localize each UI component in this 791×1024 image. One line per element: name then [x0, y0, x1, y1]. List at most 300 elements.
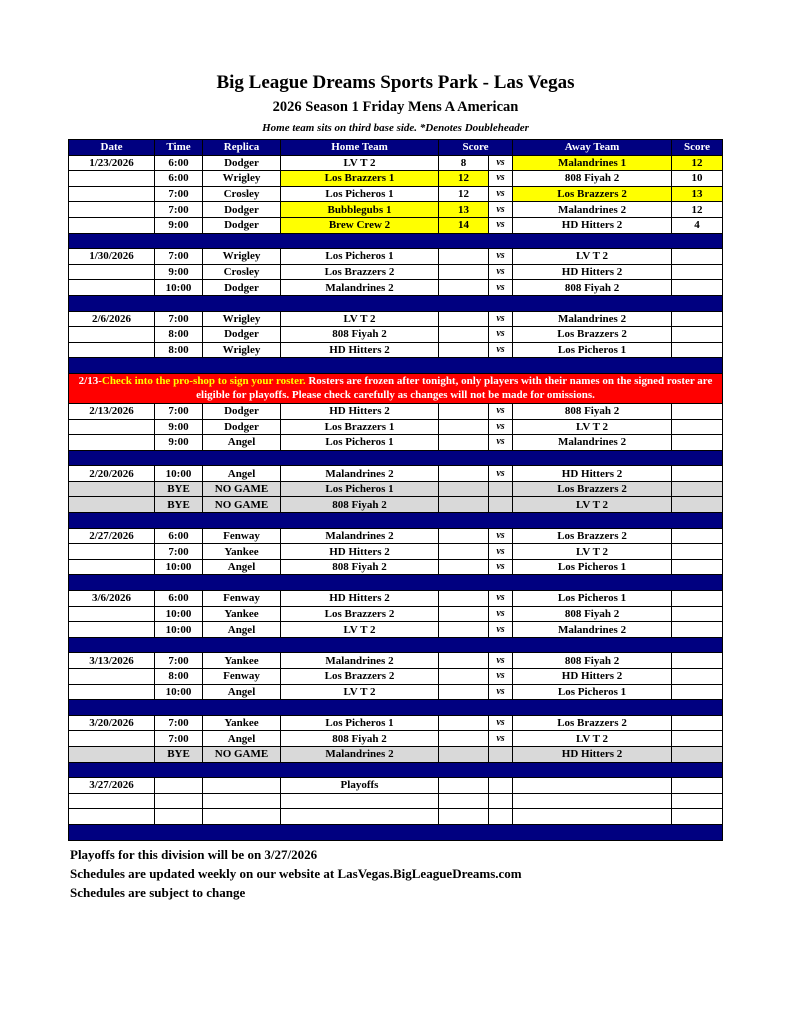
schedule-table	[68, 139, 723, 841]
away-team-cell: LV T 2	[513, 249, 672, 265]
home-team-cell: Los Brazzers 2	[281, 264, 439, 280]
footer-website: Schedules are updated weekly on our website at LasVegas.BigLeagueDreams.com	[70, 866, 522, 881]
away-score-cell	[672, 669, 723, 685]
away-team-cell	[513, 809, 672, 825]
home-score-cell: 12	[439, 186, 489, 202]
game-row	[69, 528, 723, 544]
separator-cell	[69, 450, 723, 466]
vs-cell: vs	[489, 684, 513, 700]
col-away-score: Score	[672, 140, 723, 156]
date-cell	[69, 171, 155, 187]
game-row	[69, 715, 723, 731]
home-score-cell	[439, 809, 489, 825]
home-score-cell	[439, 653, 489, 669]
vs-cell	[489, 497, 513, 513]
vs-cell: vs	[489, 342, 513, 358]
date-cell: 2/20/2026	[69, 466, 155, 482]
notice-date: 2/13-	[78, 374, 102, 387]
replica-cell: Dodger	[203, 419, 281, 435]
away-score-cell: 12	[672, 202, 723, 218]
home-team-cell: Los Picheros 1	[281, 715, 439, 731]
game-row	[69, 684, 723, 700]
col-date: Date	[69, 140, 155, 156]
separator-row	[69, 637, 723, 653]
game-row	[69, 606, 723, 622]
away-score-cell	[672, 606, 723, 622]
date-cell	[69, 280, 155, 296]
game-row	[69, 280, 723, 296]
time-cell: BYE	[155, 497, 203, 513]
date-cell	[69, 606, 155, 622]
date-cell: 2/13/2026	[69, 403, 155, 419]
page-subtitle: 2026 Season 1 Friday Mens A American	[272, 99, 519, 115]
game-row	[69, 466, 723, 482]
date-cell: 3/6/2026	[69, 591, 155, 607]
vs-cell: vs	[489, 622, 513, 638]
replica-cell: Fenway	[203, 528, 281, 544]
away-score-cell	[672, 481, 723, 497]
away-score-cell	[672, 809, 723, 825]
replica-cell: Dodger	[203, 155, 281, 171]
game-row	[69, 809, 723, 825]
vs-cell	[489, 746, 513, 762]
home-score-cell	[439, 684, 489, 700]
home-score-cell	[439, 466, 489, 482]
bye-row	[69, 481, 723, 497]
time-cell: 8:00	[155, 342, 203, 358]
time-cell: 7:00	[155, 186, 203, 202]
col-home-team: Home Team	[281, 140, 439, 156]
roster-notice-row	[69, 373, 723, 403]
vs-cell: vs	[489, 606, 513, 622]
date-cell	[69, 497, 155, 513]
separator-row	[69, 575, 723, 591]
replica-cell: NO GAME	[203, 481, 281, 497]
away-team-cell	[513, 778, 672, 794]
home-score-cell	[439, 481, 489, 497]
date-cell	[69, 731, 155, 747]
home-score-cell	[439, 280, 489, 296]
away-score-cell	[672, 653, 723, 669]
replica-cell: Yankee	[203, 653, 281, 669]
vs-cell: vs	[489, 155, 513, 171]
time-cell: 8:00	[155, 669, 203, 685]
separator-cell	[69, 295, 723, 311]
game-row	[69, 155, 723, 171]
home-team-cell: 808 Fiyah 2	[281, 559, 439, 575]
home-score-cell	[439, 793, 489, 809]
time-cell: 10:00	[155, 559, 203, 575]
time-cell: 7:00	[155, 653, 203, 669]
date-cell	[69, 809, 155, 825]
replica-cell: Yankee	[203, 606, 281, 622]
date-cell	[69, 217, 155, 233]
vs-cell: vs	[489, 403, 513, 419]
replica-cell: Dodger	[203, 217, 281, 233]
game-row	[69, 544, 723, 560]
time-cell	[155, 793, 203, 809]
replica-cell: Angel	[203, 684, 281, 700]
away-team-cell: Los Brazzers 2	[513, 528, 672, 544]
roster-notice	[69, 373, 723, 403]
vs-cell: vs	[489, 217, 513, 233]
time-cell: 10:00	[155, 622, 203, 638]
notice-highlight: Check into the pro-shop to sign your roster.	[101, 374, 306, 387]
date-cell	[69, 327, 155, 343]
replica-cell	[203, 793, 281, 809]
away-score-cell	[672, 342, 723, 358]
footer-disclaimer: Schedules are subject to change	[70, 885, 246, 900]
home-team-cell: Malandrines 2	[281, 746, 439, 762]
date-cell	[69, 544, 155, 560]
date-cell	[69, 186, 155, 202]
separator-cell	[69, 233, 723, 249]
home-team-cell: Los Picheros 1	[281, 435, 439, 451]
home-team-cell: Los Picheros 1	[281, 186, 439, 202]
replica-cell: Angel	[203, 559, 281, 575]
away-team-cell: Malandrines 2	[513, 435, 672, 451]
away-team-cell: HD Hitters 2	[513, 217, 672, 233]
away-team-cell: LV T 2	[513, 497, 672, 513]
replica-cell: Wrigley	[203, 311, 281, 327]
replica-cell: Fenway	[203, 669, 281, 685]
vs-cell: vs	[489, 419, 513, 435]
home-score-cell	[439, 715, 489, 731]
game-row	[69, 186, 723, 202]
separator-row	[69, 700, 723, 716]
col-time: Time	[155, 140, 203, 156]
home-score-cell: 8	[439, 155, 489, 171]
home-team-cell: Los Brazzers 2	[281, 669, 439, 685]
away-score-cell	[672, 497, 723, 513]
replica-cell: Dodger	[203, 403, 281, 419]
replica-cell: Dodger	[203, 280, 281, 296]
game-row	[69, 591, 723, 607]
time-cell: 6:00	[155, 528, 203, 544]
home-team-cell: Malandrines 2	[281, 466, 439, 482]
away-score-cell	[672, 311, 723, 327]
vs-cell: vs	[489, 249, 513, 265]
date-cell: 2/6/2026	[69, 311, 155, 327]
home-team-cell: Bubblegubs 1	[281, 202, 439, 218]
away-score-cell	[672, 793, 723, 809]
date-cell	[69, 202, 155, 218]
away-team-cell: Los Picheros 1	[513, 591, 672, 607]
vs-cell: vs	[489, 202, 513, 218]
vs-cell: vs	[489, 264, 513, 280]
away-team-cell: Los Brazzers 2	[513, 481, 672, 497]
away-team-cell: HD Hitters 2	[513, 264, 672, 280]
away-team-cell: Los Brazzers 2	[513, 186, 672, 202]
away-score-cell	[672, 419, 723, 435]
home-score-cell: 14	[439, 217, 489, 233]
home-team-cell: 808 Fiyah 2	[281, 327, 439, 343]
replica-cell: Angel	[203, 622, 281, 638]
away-team-cell	[513, 793, 672, 809]
away-score-cell	[672, 559, 723, 575]
away-team-cell: 808 Fiyah 2	[513, 280, 672, 296]
away-score-cell	[672, 403, 723, 419]
page-title: Big League Dreams Sports Park - Las Vegas	[216, 72, 575, 93]
separator-row	[69, 450, 723, 466]
date-cell	[69, 342, 155, 358]
time-cell: 9:00	[155, 435, 203, 451]
game-row	[69, 327, 723, 343]
home-team-cell: Playoffs	[281, 778, 439, 794]
time-cell: 9:00	[155, 419, 203, 435]
away-score-cell: 10	[672, 171, 723, 187]
replica-cell	[203, 778, 281, 794]
vs-cell: vs	[489, 715, 513, 731]
date-cell: 1/23/2026	[69, 155, 155, 171]
date-cell: 3/27/2026	[69, 778, 155, 794]
away-score-cell	[672, 435, 723, 451]
time-cell: 7:00	[155, 715, 203, 731]
replica-cell: Yankee	[203, 715, 281, 731]
vs-cell: vs	[489, 559, 513, 575]
time-cell: 10:00	[155, 684, 203, 700]
notice-text: Rosters are frozen after tonight, only players with their names on the signed roster are eligible for playoffs. Please check carefully as changes will not be made for omissions.	[196, 374, 713, 402]
home-team-cell	[281, 793, 439, 809]
replica-cell: NO GAME	[203, 497, 281, 513]
time-cell: 7:00	[155, 403, 203, 419]
away-score-cell	[672, 466, 723, 482]
away-score-cell	[672, 591, 723, 607]
date-cell	[69, 559, 155, 575]
separator-cell	[69, 637, 723, 653]
vs-cell	[489, 481, 513, 497]
replica-cell	[203, 809, 281, 825]
away-team-cell: Malandrines 2	[513, 202, 672, 218]
home-team-cell: Los Picheros 1	[281, 481, 439, 497]
separator-cell	[69, 575, 723, 591]
vs-cell: vs	[489, 591, 513, 607]
away-score-cell	[672, 731, 723, 747]
separator-row	[69, 824, 723, 840]
home-team-cell: Malandrines 2	[281, 280, 439, 296]
away-score-cell	[672, 264, 723, 280]
vs-cell: vs	[489, 311, 513, 327]
away-team-cell: Malandrines 2	[513, 622, 672, 638]
time-cell: 7:00	[155, 311, 203, 327]
vs-cell: vs	[489, 327, 513, 343]
footer-playoffs: Playoffs for this division will be on 3/27/2026	[70, 847, 318, 862]
date-cell: 3/20/2026	[69, 715, 155, 731]
home-score-cell: 12	[439, 171, 489, 187]
date-cell: 3/13/2026	[69, 653, 155, 669]
home-team-cell: HD Hitters 2	[281, 342, 439, 358]
vs-cell: vs	[489, 544, 513, 560]
separator-cell	[69, 762, 723, 778]
away-team-cell: 808 Fiyah 2	[513, 606, 672, 622]
date-cell	[69, 746, 155, 762]
home-team-cell: LV T 2	[281, 684, 439, 700]
replica-cell: Crosley	[203, 264, 281, 280]
vs-cell: vs	[489, 435, 513, 451]
game-row	[69, 249, 723, 265]
away-team-cell: LV T 2	[513, 544, 672, 560]
vs-cell: vs	[489, 653, 513, 669]
away-score-cell	[672, 746, 723, 762]
home-score-cell	[439, 327, 489, 343]
time-cell: BYE	[155, 481, 203, 497]
replica-cell: Crosley	[203, 186, 281, 202]
vs-cell: vs	[489, 669, 513, 685]
away-team-cell: 808 Fiyah 2	[513, 653, 672, 669]
home-score-cell	[439, 622, 489, 638]
home-score-cell	[439, 591, 489, 607]
vs-cell	[489, 778, 513, 794]
away-score-cell: 13	[672, 186, 723, 202]
away-team-cell: LV T 2	[513, 731, 672, 747]
home-team-cell: 808 Fiyah 2	[281, 731, 439, 747]
replica-cell: Dodger	[203, 202, 281, 218]
time-cell	[155, 778, 203, 794]
replica-cell: Angel	[203, 466, 281, 482]
game-row	[69, 778, 723, 794]
vs-cell	[489, 809, 513, 825]
home-score-cell	[439, 497, 489, 513]
replica-cell: Dodger	[203, 327, 281, 343]
time-cell: 10:00	[155, 466, 203, 482]
vs-cell: vs	[489, 466, 513, 482]
home-score-cell	[439, 669, 489, 685]
replica-cell: Fenway	[203, 591, 281, 607]
away-team-cell: Los Picheros 1	[513, 684, 672, 700]
home-team-cell: LV T 2	[281, 311, 439, 327]
separator-row	[69, 513, 723, 529]
separator-cell	[69, 513, 723, 529]
vs-cell: vs	[489, 186, 513, 202]
time-cell: 7:00	[155, 202, 203, 218]
away-team-cell: HD Hitters 2	[513, 746, 672, 762]
time-cell: 9:00	[155, 217, 203, 233]
time-cell: 6:00	[155, 591, 203, 607]
replica-cell: Wrigley	[203, 249, 281, 265]
away-score-cell	[672, 528, 723, 544]
home-team-cell: HD Hitters 2	[281, 591, 439, 607]
home-score-cell	[439, 778, 489, 794]
home-score-cell	[439, 249, 489, 265]
header-row	[69, 140, 723, 156]
replica-cell: Angel	[203, 435, 281, 451]
home-team-cell	[281, 809, 439, 825]
replica-cell: Yankee	[203, 544, 281, 560]
replica-cell: Wrigley	[203, 171, 281, 187]
home-score-cell	[439, 544, 489, 560]
game-row	[69, 264, 723, 280]
home-score-cell	[439, 559, 489, 575]
date-cell	[69, 264, 155, 280]
away-team-cell: 808 Fiyah 2	[513, 171, 672, 187]
game-row	[69, 653, 723, 669]
time-cell: 9:00	[155, 264, 203, 280]
date-cell	[69, 793, 155, 809]
home-score-cell	[439, 606, 489, 622]
away-team-cell: Los Picheros 1	[513, 342, 672, 358]
home-team-cell: Los Picheros 1	[281, 249, 439, 265]
home-score-cell	[439, 419, 489, 435]
away-team-cell: LV T 2	[513, 419, 672, 435]
time-cell: 6:00	[155, 155, 203, 171]
away-team-cell: Los Brazzers 2	[513, 715, 672, 731]
date-cell	[69, 622, 155, 638]
date-cell	[69, 481, 155, 497]
vs-cell	[489, 793, 513, 809]
time-cell: 6:00	[155, 171, 203, 187]
game-row	[69, 622, 723, 638]
game-row	[69, 403, 723, 419]
game-row	[69, 311, 723, 327]
home-team-cell: Los Brazzers 2	[281, 606, 439, 622]
home-score-cell: 13	[439, 202, 489, 218]
separator-row	[69, 358, 723, 374]
home-team-cell: HD Hitters 2	[281, 403, 439, 419]
home-team-cell: Brew Crew 2	[281, 217, 439, 233]
home-team-cell: Los Brazzers 1	[281, 171, 439, 187]
home-team-cell: Malandrines 2	[281, 528, 439, 544]
time-cell: 10:00	[155, 606, 203, 622]
bye-row	[69, 497, 723, 513]
vs-cell: vs	[489, 528, 513, 544]
date-cell: 1/30/2026	[69, 249, 155, 265]
away-score-cell	[672, 544, 723, 560]
home-score-cell	[439, 342, 489, 358]
game-row	[69, 435, 723, 451]
separator-cell	[69, 700, 723, 716]
home-team-note: Home team sits on third base side. *Denotes Doubleheader	[262, 122, 529, 134]
game-row	[69, 731, 723, 747]
vs-cell: vs	[489, 171, 513, 187]
away-team-cell: Los Brazzers 2	[513, 327, 672, 343]
home-team-cell: Los Brazzers 1	[281, 419, 439, 435]
away-team-cell: Malandrines 1	[513, 155, 672, 171]
date-cell	[69, 669, 155, 685]
vs-cell: vs	[489, 731, 513, 747]
separator-row	[69, 295, 723, 311]
game-row	[69, 669, 723, 685]
separator-cell	[69, 358, 723, 374]
away-score-cell	[672, 778, 723, 794]
game-row	[69, 419, 723, 435]
away-score-cell	[672, 622, 723, 638]
date-cell	[69, 419, 155, 435]
away-score-cell	[672, 684, 723, 700]
away-score-cell	[672, 280, 723, 296]
away-team-cell: HD Hitters 2	[513, 669, 672, 685]
date-cell	[69, 435, 155, 451]
col-home-score: Score	[439, 140, 513, 156]
game-row	[69, 217, 723, 233]
away-score-cell	[672, 327, 723, 343]
home-score-cell	[439, 264, 489, 280]
game-row	[69, 171, 723, 187]
replica-cell: Wrigley	[203, 342, 281, 358]
time-cell: 7:00	[155, 731, 203, 747]
bye-row	[69, 746, 723, 762]
replica-cell: Angel	[203, 731, 281, 747]
col-replica: Replica	[203, 140, 281, 156]
schedule-body	[69, 155, 723, 840]
vs-cell: vs	[489, 280, 513, 296]
away-team-cell: Los Picheros 1	[513, 559, 672, 575]
time-cell: 10:00	[155, 280, 203, 296]
time-cell: 7:00	[155, 249, 203, 265]
time-cell: BYE	[155, 746, 203, 762]
home-score-cell	[439, 746, 489, 762]
game-row	[69, 342, 723, 358]
away-score-cell: 12	[672, 155, 723, 171]
